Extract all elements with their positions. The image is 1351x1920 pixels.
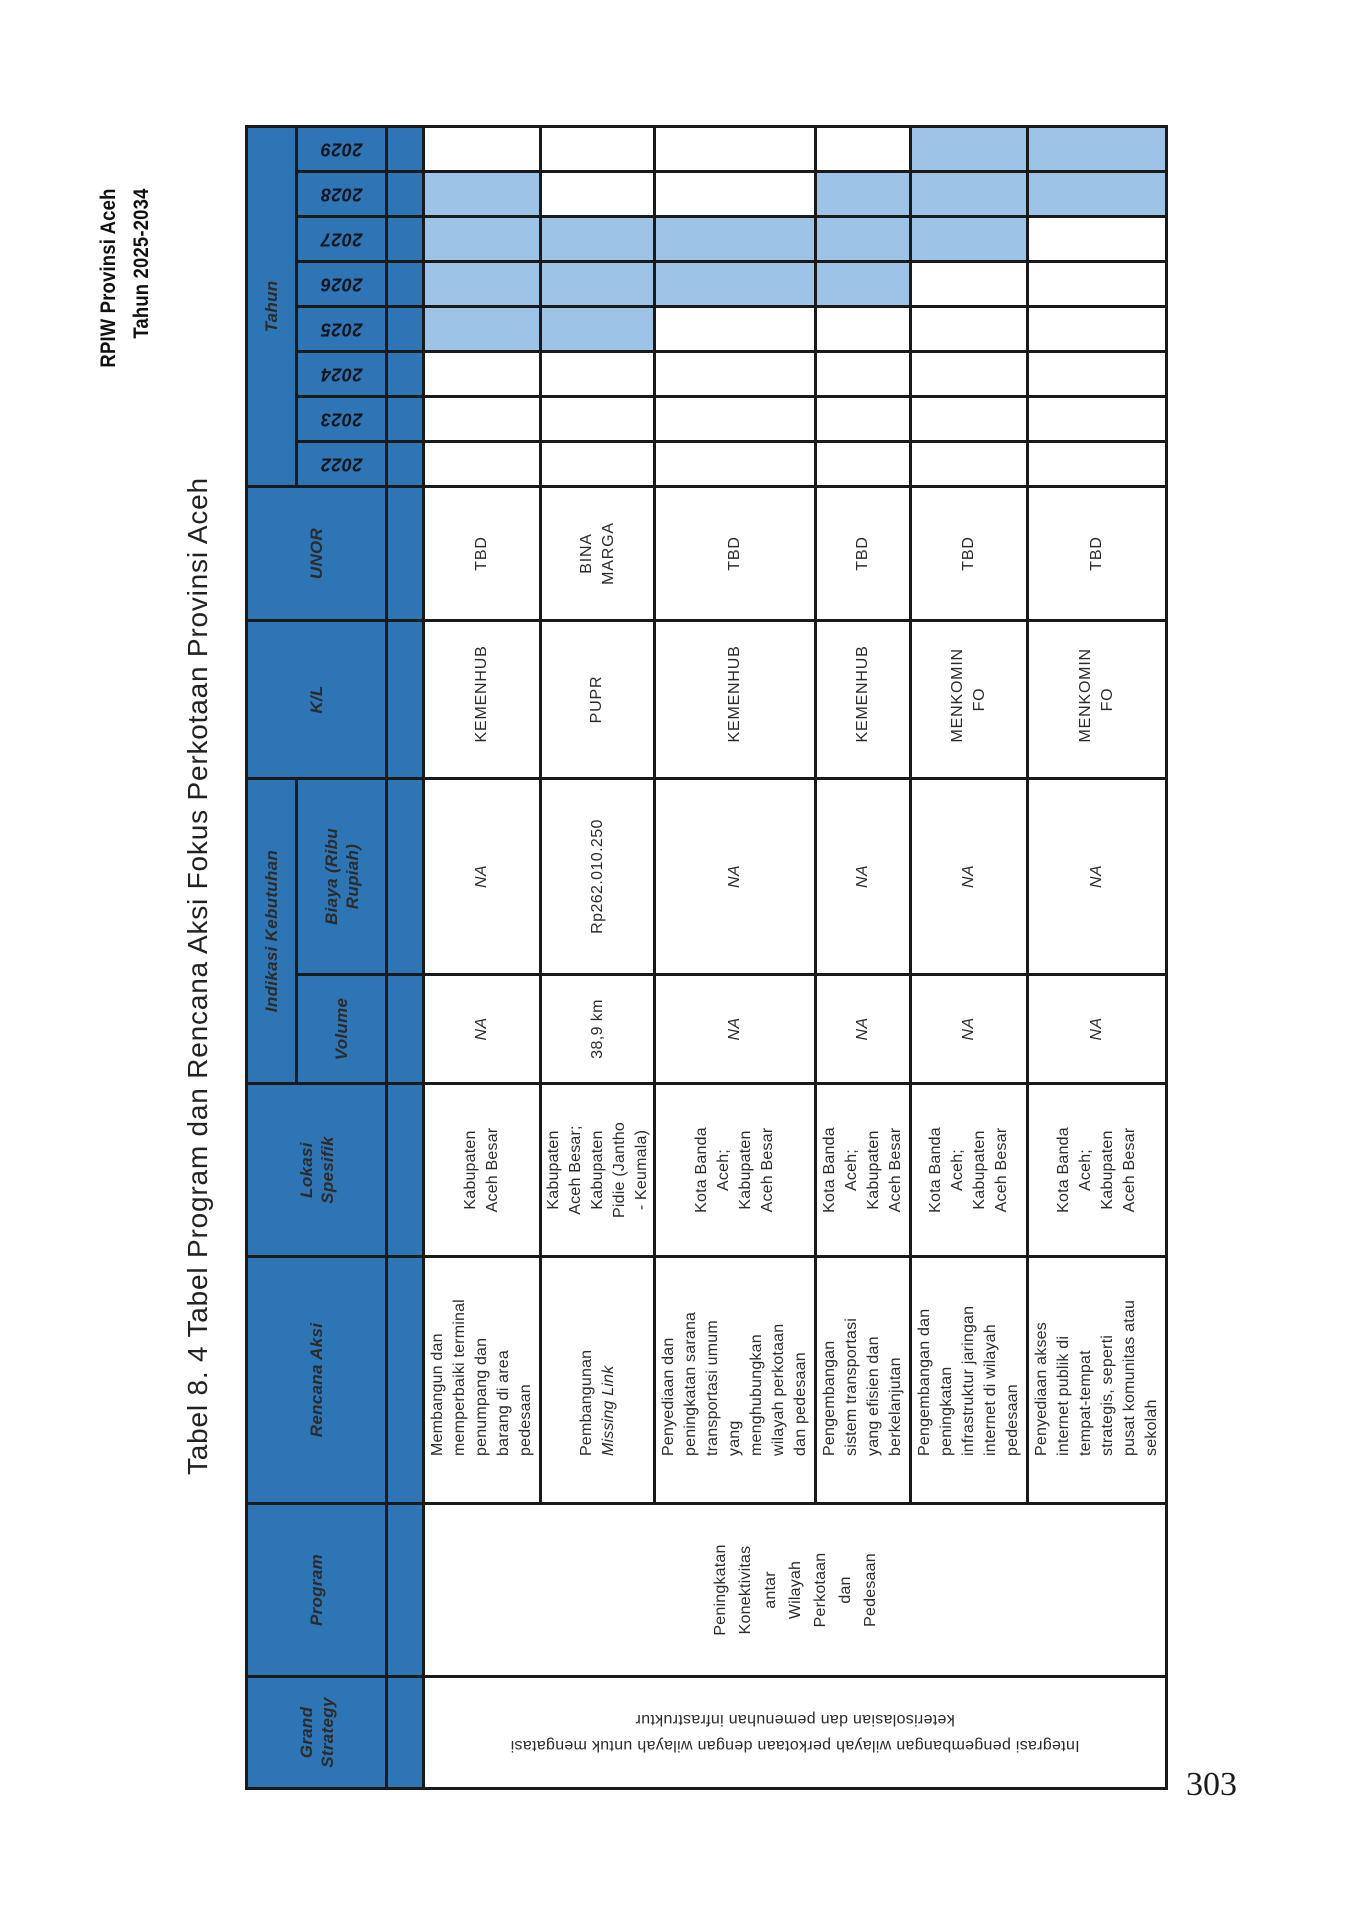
year-cell-2024 xyxy=(1028,351,1167,396)
year-cell-2027-active xyxy=(911,216,1028,261)
cell-biaya: NA xyxy=(816,778,911,974)
rencana-text: Pengembangan dan peningkatan infrastruktur jaringan internet di wilayah pedesaan xyxy=(916,1305,1021,1456)
cell-biaya: Rp262.010.250 xyxy=(541,778,655,974)
year-cell-2027-active xyxy=(541,216,655,261)
header-year-2025 xyxy=(297,306,387,351)
cell-volume: NA xyxy=(655,975,816,1084)
divider-cell xyxy=(387,261,424,306)
year-cell-2026-active xyxy=(816,261,911,306)
rencana-text: Penyediaan dan peningkatan sarana transportasi umum yang menghubungkan wilayah perkotaan dan pedesaan xyxy=(660,1311,809,1456)
cell-lokasi xyxy=(541,1084,655,1257)
year-cell-2024 xyxy=(911,351,1028,396)
year-cell-2027 xyxy=(1028,216,1167,261)
cell-kl xyxy=(816,620,911,778)
lokasi-text: Kota Banda Aceh; Kabupaten Aceh Besar xyxy=(1055,1127,1138,1213)
table-title: Tabel 8. 4 Tabel Program dan Rencana Aksi Fokus Perkotaan Provinsi Aceh xyxy=(182,477,213,1475)
year-cell-2026 xyxy=(911,261,1028,306)
cell-biaya: NA xyxy=(911,778,1028,974)
cell-unor xyxy=(1028,486,1167,620)
divider-cell xyxy=(387,441,424,486)
year-cell-2025-active xyxy=(424,306,541,351)
year-label: 2026 xyxy=(320,274,363,295)
year-cell-2022 xyxy=(655,441,816,486)
divider-cell xyxy=(387,975,424,1084)
year-label: 2029 xyxy=(320,139,363,160)
header-lokasi-spesifik-label: Lokasi Spesifik xyxy=(296,1136,337,1204)
cell-kl xyxy=(424,620,541,778)
year-cell-2028-active xyxy=(816,171,911,216)
cell-program xyxy=(424,1504,1167,1677)
cell-rencana-aksi xyxy=(911,1257,1028,1504)
cell-volume: NA xyxy=(424,975,541,1084)
kl-text: KEMENHUB xyxy=(472,645,490,743)
header-volume: Volume xyxy=(297,975,387,1084)
year-cell-2023 xyxy=(655,396,816,441)
year-cell-2024 xyxy=(655,351,816,396)
grand-strategy-text: Integrasi pengembangan wilayah perkotaan dengan wilayah untuk mengatasi keterisolasian dan pemenuhan infrastruktur xyxy=(510,1711,1080,1755)
cell-unor xyxy=(816,486,911,620)
cell-lokasi xyxy=(424,1084,541,1257)
divider-cell xyxy=(387,396,424,441)
divider-cell xyxy=(387,1257,424,1504)
year-cell-2026-active xyxy=(541,261,655,306)
cell-biaya: NA xyxy=(424,778,541,974)
divider-row xyxy=(387,126,424,1788)
divider-cell xyxy=(387,620,424,778)
year-cell-2028-active xyxy=(1028,171,1167,216)
header-year-2029 xyxy=(297,126,387,171)
year-cell-2027-active xyxy=(816,216,911,261)
divider-cell xyxy=(387,1084,424,1257)
cell-volume: NA xyxy=(911,975,1028,1084)
header-program: Program xyxy=(247,1504,387,1677)
lokasi-text: Kota Banda Aceh; Kabupaten Aceh Besar xyxy=(693,1127,776,1213)
lokasi-text: Kota Banda Aceh; Kabupaten Aceh Besar xyxy=(821,1127,904,1213)
page-number: 303 xyxy=(1186,1766,1237,1803)
header-year-2028 xyxy=(297,171,387,216)
year-cell-2022 xyxy=(424,441,541,486)
year-cell-2029 xyxy=(541,126,655,171)
rencana-text: Pengembangan sistem transportasi yang efisien dan berkelanjutan xyxy=(821,1317,904,1456)
header-row-1 xyxy=(247,126,297,1788)
header-tahun: Tahun xyxy=(247,126,297,486)
kl-text: KEMENHUB xyxy=(853,645,871,743)
cell-rencana-aksi xyxy=(1028,1257,1167,1504)
year-cell-2028-active xyxy=(424,171,541,216)
year-label: 2023 xyxy=(320,409,363,430)
year-cell-2026 xyxy=(1028,261,1167,306)
year-cell-2026-active xyxy=(424,261,541,306)
table-row xyxy=(424,126,541,1788)
cell-rencana-aksi xyxy=(655,1257,816,1504)
rencana-text: Membangun dan memperbaiki terminal penumpang dan barang di area pedesaan xyxy=(429,1299,534,1456)
unor-text: TBD xyxy=(959,536,977,571)
header-year-2026 xyxy=(297,261,387,306)
cell-lokasi xyxy=(816,1084,911,1257)
cell-biaya: NA xyxy=(655,778,816,974)
lokasi-text: Kota Banda Aceh; Kabupaten Aceh Besar xyxy=(927,1127,1010,1213)
header-biaya-label: Biaya (Ribu Rupiah) xyxy=(321,828,362,925)
cell-volume: NA xyxy=(816,975,911,1084)
year-cell-2028 xyxy=(541,171,655,216)
cell-unor xyxy=(541,486,655,620)
divider-cell xyxy=(387,126,424,171)
year-cell-2025-active xyxy=(541,306,655,351)
rencana-text-normal: Pembangunan xyxy=(577,1349,595,1456)
year-cell-2027-active xyxy=(655,216,816,261)
rencana-text: Penyediaan akses internet publik di tempat-tempat strategis, seperti pusat komunitas atau sekolah xyxy=(1033,1299,1160,1456)
year-cell-2025 xyxy=(655,306,816,351)
header-year-2023 xyxy=(297,396,387,441)
year-cell-2023 xyxy=(424,396,541,441)
year-label: 2027 xyxy=(320,229,363,250)
cell-unor xyxy=(424,486,541,620)
cell-kl xyxy=(655,620,816,778)
unor-text: TBD xyxy=(725,536,743,571)
year-cell-2023 xyxy=(816,396,911,441)
unor-text: BINA MARGA xyxy=(577,522,617,585)
document-header-line1: RPIW Provinsi Aceh xyxy=(97,188,120,368)
year-cell-2028-active xyxy=(911,171,1028,216)
year-cell-2024 xyxy=(816,351,911,396)
year-cell-2025 xyxy=(816,306,911,351)
header-grand-strategy: Grand Strategy xyxy=(247,1677,387,1789)
cell-kl xyxy=(1028,620,1167,778)
divider-cell xyxy=(387,171,424,216)
year-cell-2023 xyxy=(1028,396,1167,441)
lokasi-text: Kabupaten Aceh Besar; Kabupaten Pidie (Jantho - Keumala) xyxy=(544,1122,650,1218)
year-cell-2023 xyxy=(911,396,1028,441)
cell-kl xyxy=(911,620,1028,778)
year-label: 2022 xyxy=(320,454,363,475)
header-year-2027 xyxy=(297,216,387,261)
kl-text: MENKOMIN FO xyxy=(949,648,988,743)
year-label: 2028 xyxy=(320,184,363,205)
rencana-text-italic: Missing Link xyxy=(599,1365,617,1456)
year-cell-2026-active xyxy=(655,261,816,306)
divider-cell xyxy=(387,216,424,261)
year-cell-2029 xyxy=(655,126,816,171)
kl-text: PUPR xyxy=(588,675,606,724)
year-cell-2029 xyxy=(424,126,541,171)
cell-rencana-aksi xyxy=(816,1257,911,1504)
cell-volume: NA xyxy=(1028,975,1167,1084)
year-cell-2024 xyxy=(424,351,541,396)
year-cell-2022 xyxy=(541,441,655,486)
cell-biaya: NA xyxy=(1028,778,1167,974)
header-biaya xyxy=(297,778,387,974)
year-cell-2022 xyxy=(1028,441,1167,486)
unor-text: TBD xyxy=(472,536,490,571)
header-year-2022 xyxy=(297,441,387,486)
header-rencana-aksi: Rencana Aksi xyxy=(247,1257,387,1504)
header-year-2024 xyxy=(297,351,387,396)
header-lokasi-spesifik xyxy=(247,1084,387,1257)
document-header xyxy=(92,188,158,367)
header-kl: K/L xyxy=(247,620,387,778)
year-cell-2029-active xyxy=(911,126,1028,171)
year-cell-2022 xyxy=(911,441,1028,486)
cell-lokasi xyxy=(1028,1084,1167,1257)
divider-cell xyxy=(387,486,424,620)
divider-cell xyxy=(387,1677,424,1789)
divider-cell xyxy=(387,306,424,351)
year-cell-2023 xyxy=(541,396,655,441)
program-table xyxy=(245,125,1168,1790)
cell-volume: 38,9 km xyxy=(541,975,655,1084)
divider-cell xyxy=(387,1504,424,1677)
header-unor: UNOR xyxy=(247,486,387,620)
year-cell-2022 xyxy=(816,441,911,486)
cell-unor xyxy=(911,486,1028,620)
year-cell-2029-active xyxy=(1028,126,1167,171)
cell-rencana-aksi xyxy=(541,1257,655,1504)
cell-grand-strategy xyxy=(424,1677,1167,1789)
year-cell-2025 xyxy=(911,306,1028,351)
lokasi-text: Kabupaten Aceh Besar xyxy=(462,1127,501,1213)
year-label: 2025 xyxy=(320,319,363,340)
cell-lokasi xyxy=(655,1084,816,1257)
unor-text: TBD xyxy=(853,536,871,571)
rencana-text xyxy=(576,1299,620,1456)
year-cell-2025 xyxy=(1028,306,1167,351)
header-indikasi-kebutuhan: Indikasi Kebutuhan xyxy=(247,778,297,1083)
year-cell-2024 xyxy=(541,351,655,396)
year-cell-2027-active xyxy=(424,216,541,261)
cell-rencana-aksi xyxy=(424,1257,541,1504)
divider-cell xyxy=(387,778,424,974)
document-header-line2: Tahun 2025-2034 xyxy=(130,188,153,339)
year-label: 2024 xyxy=(320,364,363,385)
year-cell-2028 xyxy=(655,171,816,216)
cell-unor xyxy=(655,486,816,620)
kl-text: MENKOMIN FO xyxy=(1077,648,1116,743)
year-cell-2029 xyxy=(816,126,911,171)
cell-kl xyxy=(541,620,655,778)
program-text: Peningkatan Konektivitas antar Wilayah Perkotaan dan Pedesaan xyxy=(711,1544,879,1636)
kl-text: KEMENHUB xyxy=(725,645,743,743)
unor-text: TBD xyxy=(1087,536,1105,571)
cell-lokasi xyxy=(911,1084,1028,1257)
divider-cell xyxy=(387,351,424,396)
